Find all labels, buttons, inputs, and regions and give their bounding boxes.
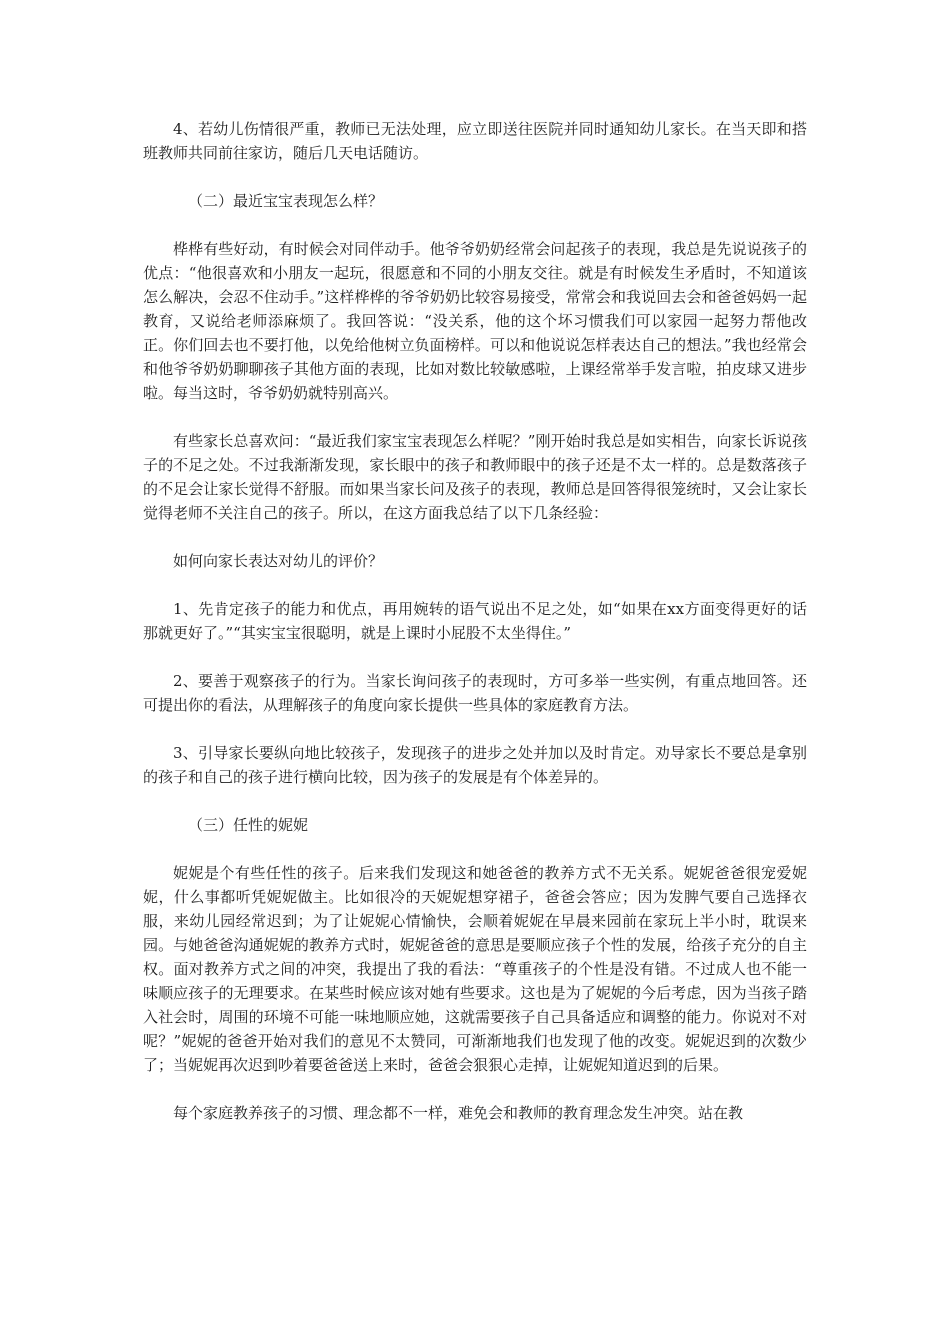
paragraph-injury-handling: 4、若幼儿伤情很严重，教师已无法处理，应立即送往医院并同时通知幼儿家长。在当天即和搭班教师共同前往家访，随后几天电话随访。 (143, 120, 807, 162)
section-heading-2: （二）最近宝宝表现怎么样？ (188, 192, 384, 210)
paragraph-huahua: 桦桦有些好动，有时候会对同伴动手。他爷爷奶奶经常会问起孩子的表现，我总是先说说孩子的优点：“他很喜欢和小朋友一起玩，很愿意和不同的小朋友交往。就是有时候发生矛盾时，不知道该怎么解决，会忍不住动手。”这样桦桦的爷爷奶奶比较容易接受，常常会和我说回去会和爸爸妈妈一起教育，又说给老师添麻烦了。我回答说：“没关系，他的这个坏习惯我们可以家园一起努力帮他改正。你们回去也不要打他，以免给他树立负面榜样。可以和他说说怎样表达自己的想法。”我也经常会和他爷爷奶奶聊聊孩子其他方面的表现，比如对数比较敏感啦，上课经常举手发言啦，拍皮球又进步啦。每当这时，爷爷奶奶就特别高兴。 (143, 240, 807, 402)
list-item-1: 1、先肯定孩子的能力和优点，再用婉转的语气说出不足之处，如“如果在xx方面变得更好的话那就更好了。”“其实宝宝很聪明，就是上课时小屁股不太坐得住。” (143, 600, 807, 642)
list-item-3: 3、引导家长要纵向地比较孩子，发现孩子的进步之处并加以及时肯定。劝导家长不要总是拿别的孩子和自己的孩子进行横向比较，因为孩子的发展是有个体差异的。 (143, 744, 807, 786)
section-heading-3: （三）任性的妮妮 (188, 816, 309, 834)
document-body (143, 117, 807, 1125)
list-item-2: 2、要善于观察孩子的行为。当家长询问孩子的表现时，方可多举一些实例，有重点地回答。还可提出你的看法，从理解孩子的角度向家长提供一些具体的家庭教育方法。 (143, 672, 807, 714)
subheading-evaluation: 如何向家长表达对幼儿的评价？ (173, 552, 384, 570)
paragraph-nini: 妮妮是个有些任性的孩子。后来我们发现这和她爸爸的教养方式不无关系。妮妮爸爸很宠爱妮妮，什么事都听凭妮妮做主。比如很冷的天妮妮想穿裙子，爸爸会答应；因为发脾气要自己选择衣服，来幼儿园经常迟到；为了让妮妮心情愉快，会顺着妮妮在早晨来园前在家玩上半小时，耽误来园。与她爸爸沟通妮妮的教养方式时，妮妮爸爸的意思是要顺应孩子个性的发展，给孩子充分的自主权。面对教养方式之间的冲突，我提出了我的看法：“尊重孩子的个性是没有错。不过成人也不能一味顺应孩子的无理要求。在某些时候应该对她有些要求。这也是为了妮妮的今后考虑，因为当孩子踏入社会时，周围的环境不可能一味地顺应她，这就需要孩子自己具备适应和调整的能力。你说对不对呢？”妮妮的爸爸开始对我们的意见不太赞同，可渐渐地我们也发现了他的改变。妮妮迟到的次数少了；当妮妮再次迟到吵着要爸爸送上来时，爸爸会狠狠心走掉，让妮妮知道迟到的后果。 (143, 864, 807, 1074)
paragraph-parents-ask: 有些家长总喜欢问：“最近我们家宝宝表现怎么样呢？”刚开始时我总是如实相告，向家长诉说孩子的不足之处。不过我渐渐发现，家长眼中的孩子和教师眼中的孩子还是不太一样的。总是数落孩子的不足会让家长觉得不舒服。而如果当家长问及孩子的表现，教师总是回答得很笼统时，又会让家长觉得老师不关注自己的孩子。所以，在这方面我总结了以下几条经验： (143, 432, 807, 522)
paragraph-family-habits: 每个家庭教养孩子的习惯、理念都不一样，难免会和教师的教育理念发生冲突。站在教 (173, 1104, 744, 1122)
